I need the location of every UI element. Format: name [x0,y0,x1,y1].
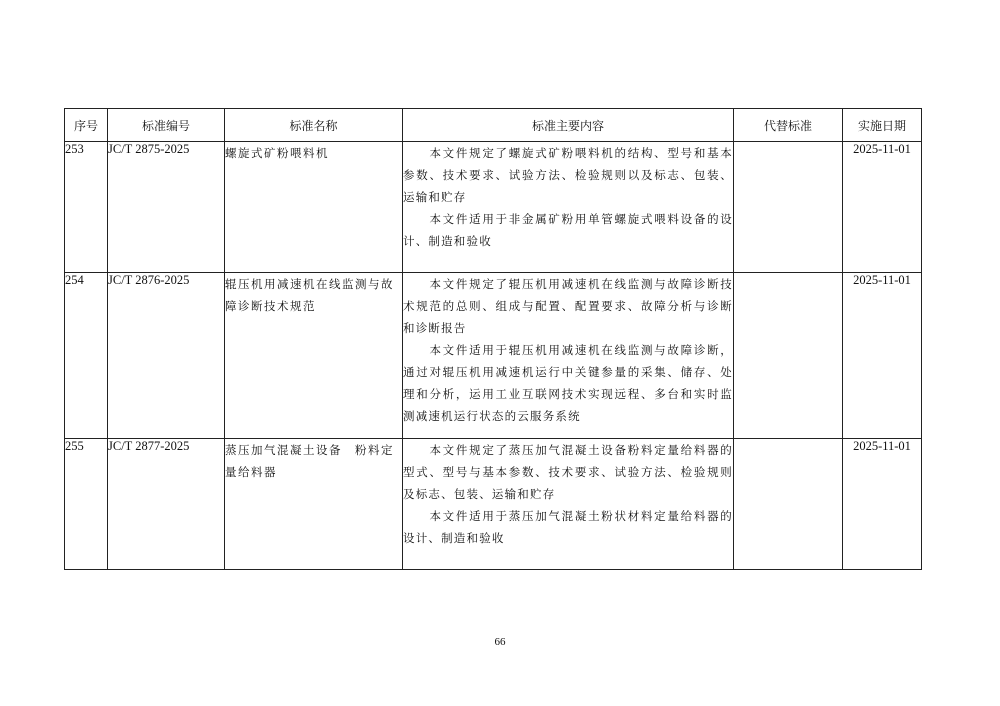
row-content [403,142,734,273]
header-replaces: 代替标准 [734,109,843,142]
header-code: 标准编号 [108,109,225,142]
table-header-row [65,109,922,142]
row-content [403,273,734,439]
content-paragraph: 本文件规定了蒸压加气混凝土设备粉料定量给料器的型式、型号与基本参数、技术要求、试验方法、检验规则及标志、包装、运输和贮存 [403,443,733,501]
table-row [65,439,922,570]
header-content: 标准主要内容 [403,109,734,142]
row-standard-code: JC/T 2877-2025 [108,439,225,570]
row-standard-name: 螺旋式矿粉喂料机 [225,142,403,273]
row-standard-code: JC/T 2876-2025 [108,273,225,439]
content-paragraph: 本文件规定了螺旋式矿粉喂料机的结构、型号和基本参数、技术要求、试验方法、检验规则以及标志、包装、运输和贮存 [403,146,733,204]
row-replaces [734,439,843,570]
row-standard-name: 辊压机用减速机在线监测与故障诊断技术规范 [225,273,403,439]
row-date: 2025-11-01 [843,439,922,570]
content-paragraph: 本文件适用于辊压机用减速机在线监测与故障诊断，通过对辊压机用减速机运行中关键参量的采集、储存、处理和分析，运用工业互联网技术实现远程、多台和实时监测减速机运行状态的云服务系统 [403,343,733,423]
row-replaces [734,273,843,439]
row-content [403,439,734,570]
row-replaces [734,142,843,273]
table-row [65,142,922,273]
content-paragraph: 本文件适用于蒸压加气混凝土粉状材料定量给料器的设计、制造和验收 [403,509,733,545]
row-standard-name: 蒸压加气混凝土设备 粉料定量给料器 [225,439,403,570]
header-seq: 序号 [65,109,108,142]
row-seq: 254 [65,273,108,439]
page-number: 66 [494,636,506,648]
content-paragraph: 本文件规定了辊压机用减速机在线监测与故障诊断技术规范的总则、组成与配置、配置要求、故障分析与诊断和诊断报告 [403,277,733,335]
row-date: 2025-11-01 [843,273,922,439]
row-date: 2025-11-01 [843,142,922,273]
row-seq: 255 [65,439,108,570]
content-paragraph: 本文件适用于非金属矿粉用单管螺旋式喂料设备的设计、制造和验收 [403,212,733,248]
row-seq: 253 [65,142,108,273]
row-standard-code: JC/T 2875-2025 [108,142,225,273]
header-date: 实施日期 [843,109,922,142]
table-row [65,273,922,439]
standards-table [64,108,922,570]
header-name: 标准名称 [225,109,403,142]
